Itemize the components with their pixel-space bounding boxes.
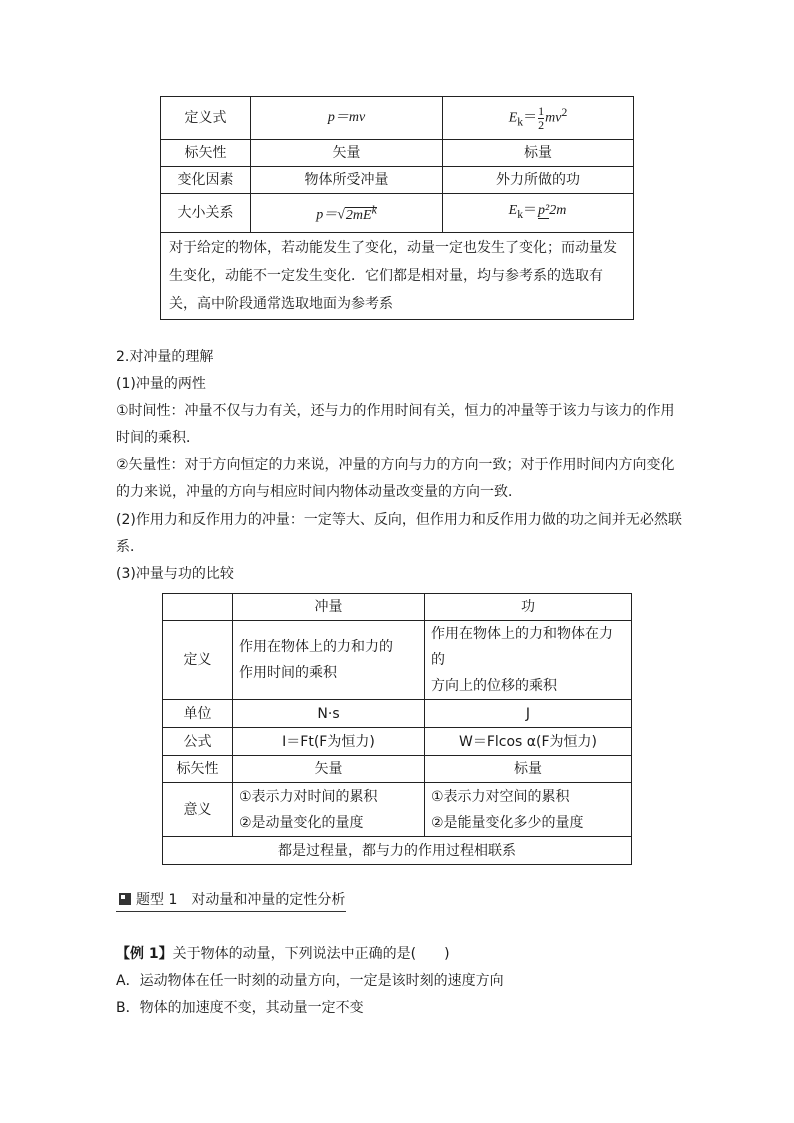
row-label: 意义 [163,783,233,837]
row-label: 变化因素 [161,167,251,194]
row-label: 大小关系 [161,194,251,233]
impulse-definition: 作用在物体上的力和力的 作用时间的乘积 [233,621,425,700]
row-label: 单位 [163,700,233,728]
momentum-definition: p＝mv [251,97,443,140]
cell-value: 外力所做的功 [443,167,634,194]
work-scalar-property: 标量 [425,756,632,783]
work-definition: 作用在物体上的力和物体在力的 方向上的位移的乘积 [425,621,632,700]
impulse-vector-property: 矢量 [233,756,425,783]
paragraph: 时间的乘积． [116,430,200,446]
impulse-formula: I＝Ft(F为恒力) [233,728,425,756]
impulse-unit: N·s [233,700,425,728]
example-question: 【例 1】关于物体的动量，下列说法中正确的是( ) [116,946,450,962]
option-b: B．物体的加速度不变，其动量一定不变 [116,1000,364,1016]
cell-value: 物体所受冲量 [251,167,443,194]
paragraph: (2)作用力和反作用力的冲量：一定等大、反向，但作用力和反作用力做的功之间并无必然联 [116,512,682,528]
cell-value: 标量 [443,140,634,167]
section-title: 2.对冲量的理解 [116,349,214,365]
paragraph: ①时间性：冲量不仅与力有关，还与力的作用时间有关，恒力的冲量等于该力与该力的作用 [116,403,675,419]
heading-text: 题型 1 对动量和冲量的定性分析 [136,892,346,908]
paragraph: (1)冲量的两性 [116,376,206,392]
example-tag: 【例 1】 [116,946,173,962]
row-label: 标矢性 [163,756,233,783]
header-cell: 冲量 [233,594,425,621]
paragraph: 的力来说，冲量的方向与相应时间内物体动量改变量的方向一致． [116,484,522,500]
paragraph: ②矢量性：对于方向恒定的力来说，冲量的方向与力的方向一致；对于作用时间内方向变化 [116,457,675,473]
work-meaning: ①表示力对空间的累积 ②是能量变化多少的量度 [425,783,632,837]
table-note: 对于给定的物体，若动能发生了变化，动量一定也发生了变化；而动量发生变化，动能不一定发生变化．它们都是相对量，均与参考系的选取有关，高中阶段通常选取地面为参考系 [161,233,634,320]
momentum-magnitude-relation: $p=√2mE^k$ [251,194,443,233]
option-a: A．运动物体在任一时刻的动量方向，一定是该时刻的速度方向 [116,973,504,989]
paragraph: 系． [116,539,144,555]
row-label: 定义式 [161,97,251,140]
question-type-heading [116,890,346,912]
row-label: 标矢性 [161,140,251,167]
square-bullet-icon [119,893,131,905]
paragraph: (3)冲量与功的比较 [116,566,234,582]
row-label: 公式 [163,728,233,756]
momentum-kinetic-energy-table [160,96,634,320]
header-cell [163,594,233,621]
work-unit: J [425,700,632,728]
cell-value: 矢量 [251,140,443,167]
table-footer: 都是过程量，都与力的作用过程相联系 [163,837,632,865]
kinetic-energy-magnitude-relation: $E_k=p^22m$ [443,194,634,233]
impulse-work-table [162,593,632,865]
kinetic-energy-definition: $E_k=$ $\frac{1}{2}$ $mv^2$ [443,97,634,140]
header-cell: 功 [425,594,632,621]
impulse-meaning: ①表示力对时间的累积 ②是动量变化的量度 [233,783,425,837]
work-formula: W＝Flcos α(F为恒力) [425,728,632,756]
row-label: 定义 [163,621,233,700]
